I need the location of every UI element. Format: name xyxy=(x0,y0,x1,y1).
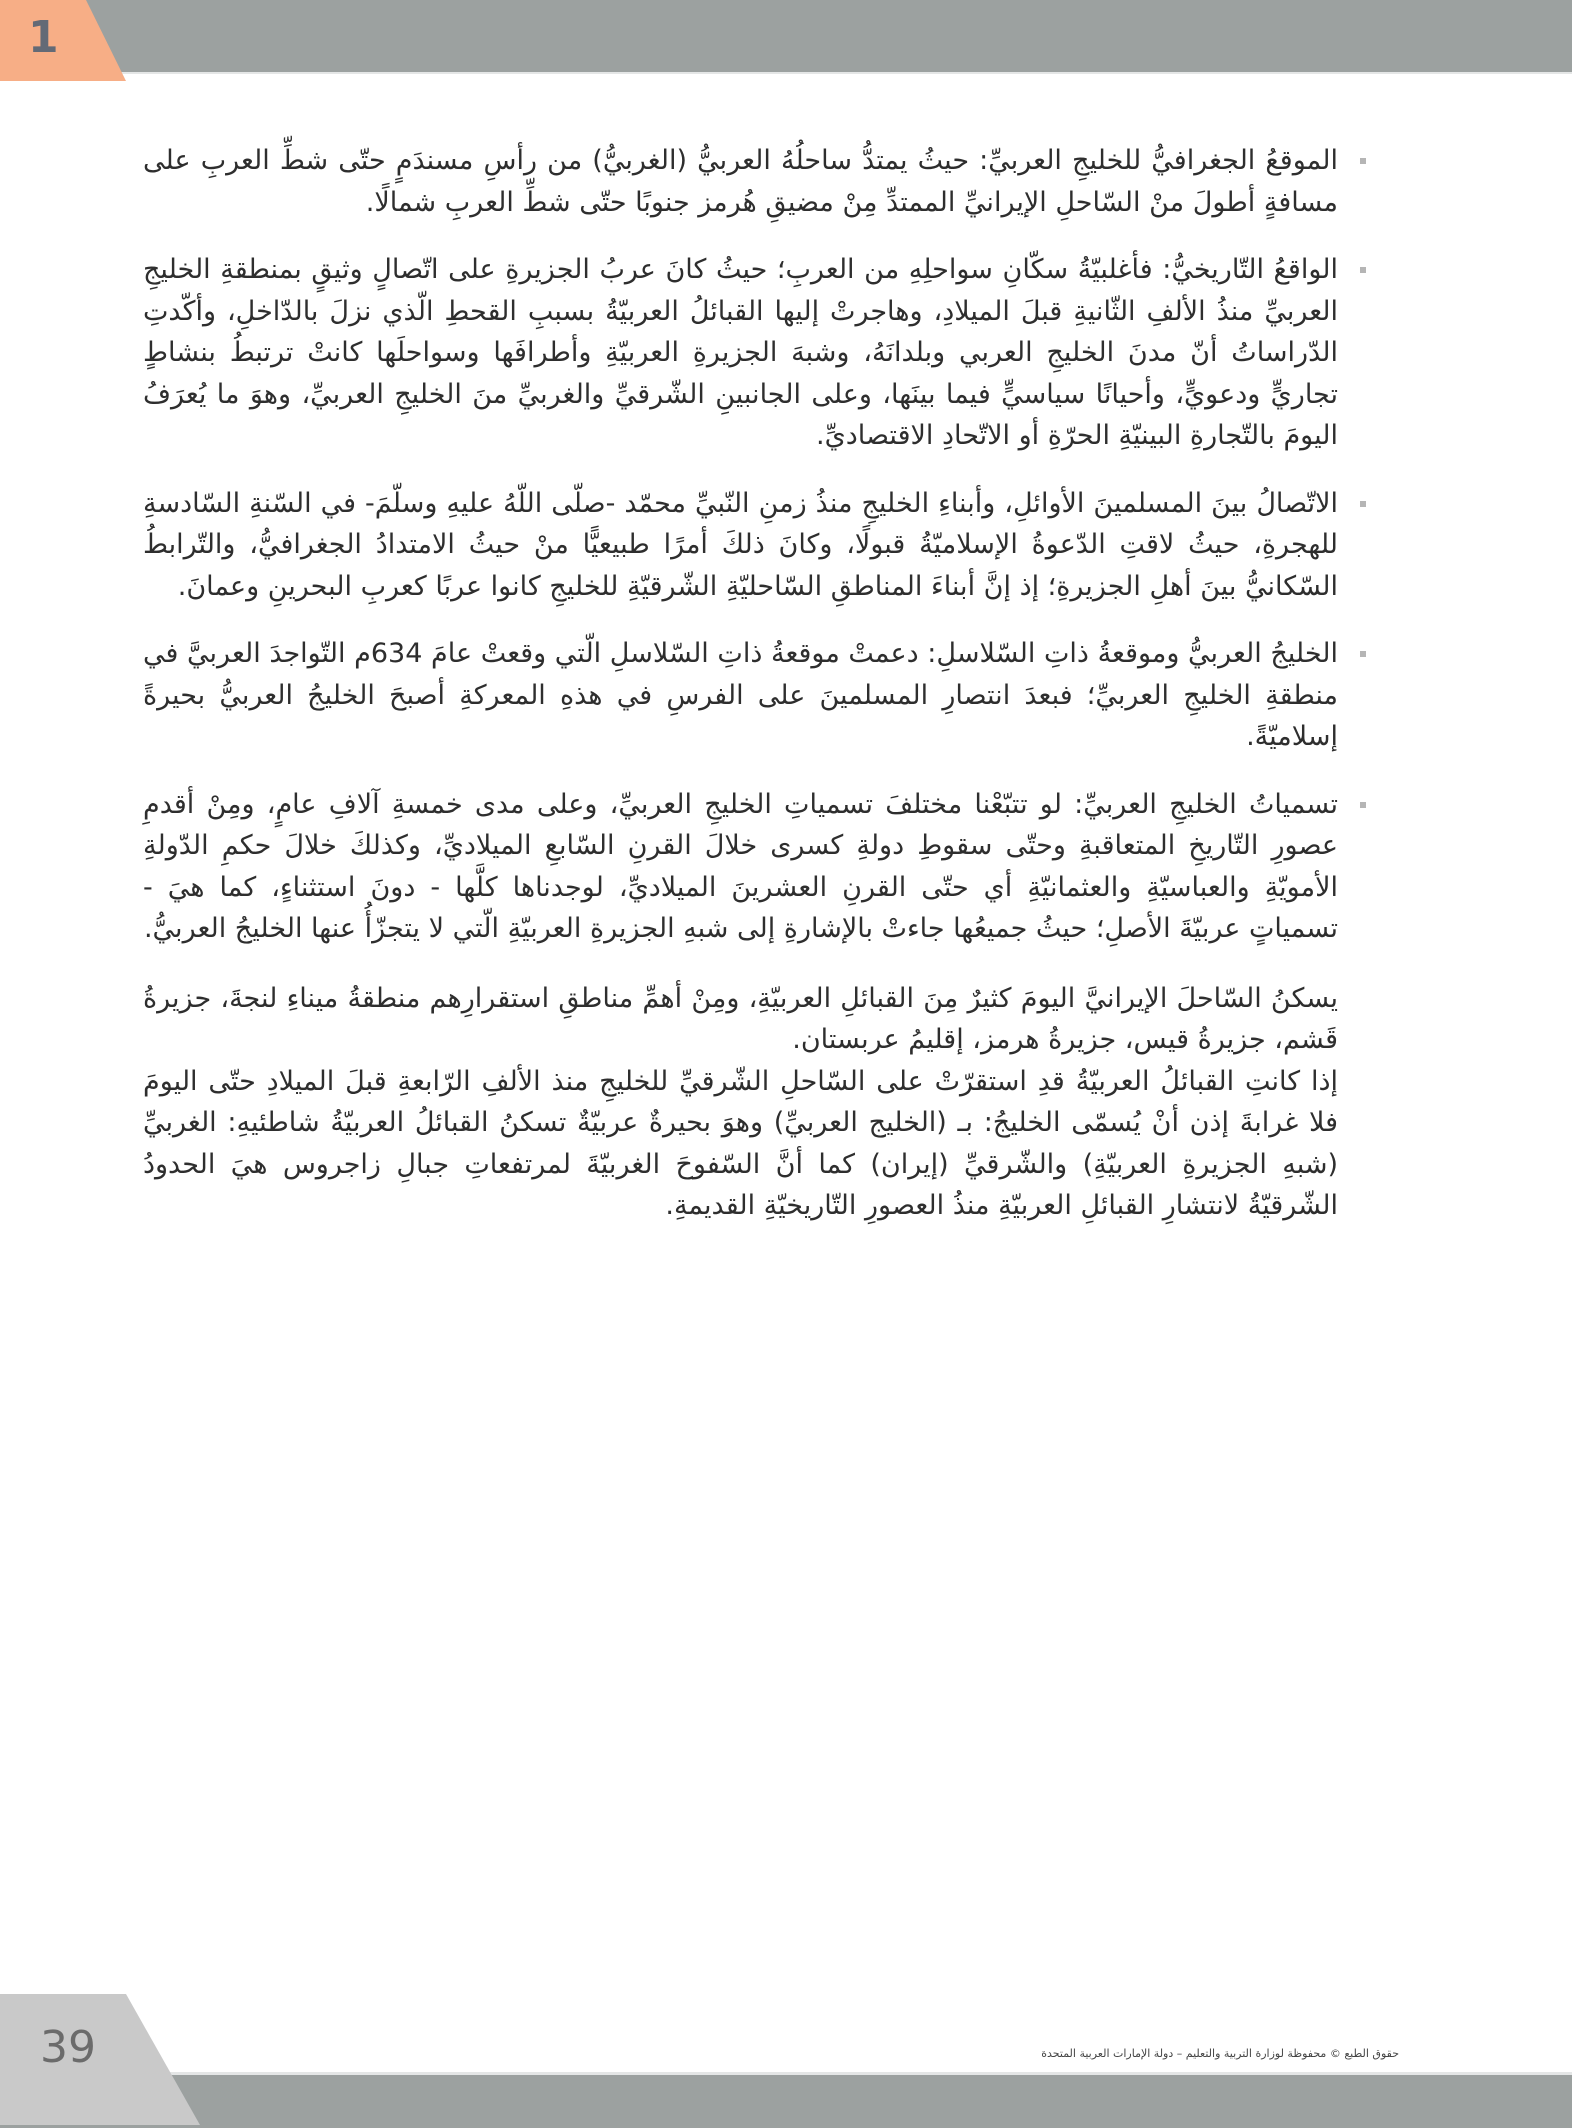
bullet-item-gulf-names xyxy=(143,784,1338,950)
bullet-text: الموقعُ الجغرافيُّ للخليجِ العربيِّ: حيثُ يمتدُّ ساحلُهُ العربيُّ (الغربيُّ) من رأسِ مسندَمٍ حتّى شطِّ العربِ على مسافةٍ أطولَ منْ السّاحلِ الإيرانيِّ الممتدِّ مِنْ مضيقِ هُرمز جنوبًا حتّى شطِّ العربِ شمالًا. xyxy=(143,145,1338,218)
bullet-icon xyxy=(1360,501,1366,507)
bullet-text: الخليجُ العربيُّ وموقعةُ ذاتِ السّلاسلِ: دعمتْ موقعةُ ذاتِ السّلاسلِ الّتي وقعتْ عامَ 634م التّواجدَ العربيَّ في منطقةِ الخليجِ العربيِّ؛ فبعدَ انتصارِ المسلمينَ على الفرسِ في هذهِ المعركةِ أصبحَ الخليجُ العربيُّ بحيرةً إسلاميّةً. xyxy=(143,638,1339,752)
header-band xyxy=(0,0,1572,74)
paragraph-arabian-gulf-naming: إذا كانتِ القبائلُ العربيّةُ قدِ استقرّتْ على السّاحلِ الشّرقيِّ للخليجِ منذ الألفِ الرّابعةِ قبلَ الميلادِ حتّى اليومَ فلا غرابةَ إذن أنْ يُسمّى الخليجُ: بـ (الخليج العربيِّ) وهوَ بحيرةٌ عربيّةٌ تسكنُ القبائلُ العربيّةُ شاطئيهِ: الغربيِّ (شبهِ الجزيرةِ العربيّةِ) والشّرقيِّ (إيران) كما أنَّ السّفوحَ الغربيّةَ لمرتفعاتِ جبالِ زاجروس هيَ الحدودُ الشّرقيّةُ لانتشارِ القبائلِ العربيّةِ منذُ العصورِ التّاريخيّةِ القديمةِ. xyxy=(143,1065,1338,1221)
bullet-icon xyxy=(1360,158,1366,164)
bullet-text: الاتّصالُ بينَ المسلمينَ الأوائلِ، وأبناءِ الخليجِ منذُ زمنِ النّبيِّ محمّد -صلّى اللّهُ عليهِ وسلّمَ- في السّنةِ السّادسةِ للهجرةِ، حيثُ لاقتِ الدّعوةُ الإسلاميّةُ قبولًا، وكانَ ذلكَ أمرًا طبيعيًّا منْ حيثُ الامتدادُ الجغرافيُّ، والتّرابطُ السّكانيُّ بينَ أهلِ الجزيرةِ؛ إذ إنَّ أبناءَ المناطقِ السّاحليّةِ الشّرقيّةِ للخليجِ كانوا عربًا كعربِ البحرينِ وعمانَ. xyxy=(143,487,1338,602)
footer-band xyxy=(0,2072,1572,2128)
bullet-item-historical-reality xyxy=(143,249,1338,457)
page-number: 39 xyxy=(40,2022,96,2073)
copyright-notice: حقوق الطبع © محفوظة لوزارة التربية والتعليم – دولة الإمارات العربية المتحدة xyxy=(1041,2047,1399,2060)
bullet-icon xyxy=(1360,802,1366,808)
paragraph-iranian-coast-tribes: يسكنُ السّاحلَ الإيرانيَّ اليومَ كثيرٌ مِنَ القبائلِ العربيّةِ، ومِنْ أهمِّ مناطقِ استقرارِهم منطقةُ ميناءِ لنجةَ، جزيرةُ قَشم، جزيرةُ قيس، جزيرةُ هرمز، إقليمُ عربستان. xyxy=(143,982,1338,1055)
bullet-icon xyxy=(1360,651,1366,657)
bullet-list xyxy=(143,140,1338,950)
bullet-item-battle-of-chains xyxy=(143,633,1338,758)
chapter-number: 1 xyxy=(28,12,59,63)
bullet-text: الواقعُ التّاريخيُّ: فأغلبيّةُ سكّانِ سواحلِهِ من العربِ؛ حيثُ كانَ عربُ الجزيرةِ على اتّصالٍ وثيقٍ بمنطقةِ الخليجِ العربيِّ منذُ الألفِ الثّانيةِ قبلَ الميلادِ، وهاجرتْ إليها القبائلُ العربيّةُ بسببِ القحطِ الّذي نزلَ بالدّاخلِ، وأكّدتِ الدّراساتُ أنّ مدنَ الخليجِ العربي وبلدانَهُ، وشبهَ الجزيرةِ العربيّةِ وأطرافَها وسواحلَها كانتْ ترتبطُ بنشاطٍ تجاريٍّ ودعويٍّ، وأحيانًا سياسيٍّ فيما بينَها، وعلى الجانبينِ الشّرقيِّ والغربيِّ منَ الخليجِ العربيِّ، وهوَ ما يُعرَفُ اليومَ بالتّجارةِ البينيّةِ الحرّةِ أو الاتّحادِ الاقتصاديِّ. xyxy=(143,254,1338,451)
bullet-item-early-muslims-contact xyxy=(143,483,1338,608)
bullet-text: تسمياتُ الخليجِ العربيِّ: لو تتبّعْنا مختلفَ تسمياتِ الخليجِ العربيِّ، وعلى مدى خمسةِ آلافِ عامٍ، ومِنْ أقدمِ عصورِ التّاريخِ المتعاقبةِ وحتّى سقوطِ دولةِ كسرى خلالَ القرنِ السّابعِ الميلاديِّ، وكذلكَ خلالَ حكمِ الدّولةِ الأمويّةِ والعباسيّةِ والعثمانيّةِ أي حتّى القرنِ العشرينَ الميلاديِّ، لوجدناها كلَّها - دونَ استثناءٍ، كما هيَ - تسمياتٍ عربيّةَ الأصلِ؛ حيثُ جميعُها جاءتْ بالإشارةِ إلى شبهِ الجزيرةِ العربيّةِ الّتي لا يتجزّأُ عنها الخليجُ العربيُّ. xyxy=(143,788,1338,944)
bullet-item-geographic-location xyxy=(143,140,1338,223)
page-content xyxy=(143,140,1338,1227)
body-paragraphs xyxy=(143,978,1338,1227)
page-number-badge xyxy=(0,1994,200,2125)
bullet-icon xyxy=(1360,267,1366,273)
